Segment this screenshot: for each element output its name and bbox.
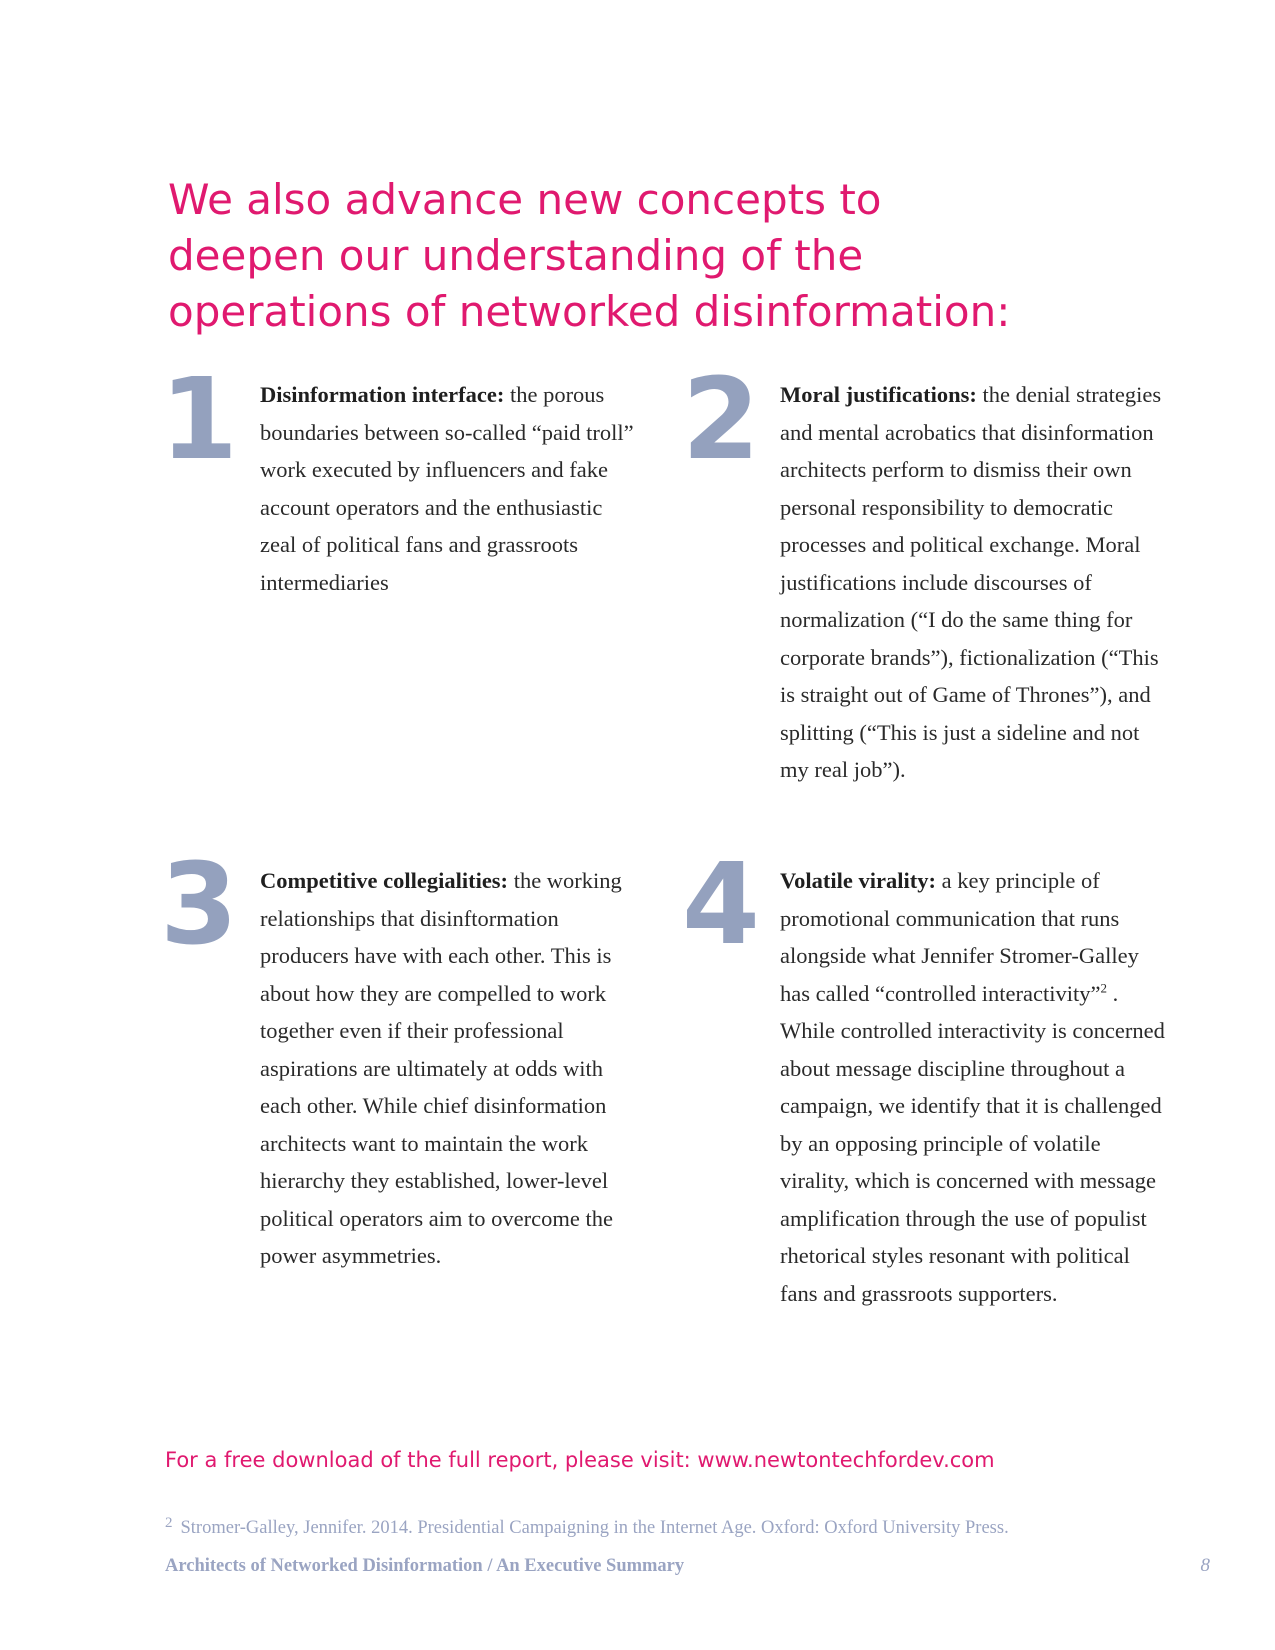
concept-body-3: the working relationships that disinftormation producers have with each other. This is about how they are compelled to work together even if their professional aspirations are ultimately at odds with each other. While chief disinformation architects want to maintain the work hierarchy they established, lower-level political operators aim to overcome the power asymmetries.: [260, 868, 622, 1268]
heading-line-1: We also advance new concepts to: [168, 175, 882, 224]
concept-text-2: [780, 376, 1165, 789]
concept-body-2: the denial strategies and mental acrobatics that disinformation architects perform to dismiss their own personal responsibility to democratic processes and political exchange. Moral justifications include discourses of normalization (“I do the same thing for corporate brands”), fictionalization (“This is straight out of Game of Thrones”), and splitting (“This is just a sideline and not my real job”).: [780, 382, 1162, 782]
page-number: 8: [1200, 1555, 1210, 1576]
concept-text-3: [260, 862, 640, 1275]
heading-line-2: deepen our understanding of the: [168, 231, 864, 280]
concept-number-1: 1: [160, 355, 234, 485]
footnote-mark: 2: [165, 1515, 173, 1531]
concept-term-2: Moral justifications:: [780, 382, 977, 407]
concept-term-1: Disinformation interface:: [260, 382, 505, 407]
concept-body-1: the porous boundaries between so-called “paid troll” work executed by influencers and fake account operators and the enthusiastic zeal of political fans and grassroots intermediaries: [260, 382, 634, 595]
concept-number-4: 4: [682, 840, 756, 970]
concept-text-1: [260, 376, 640, 601]
concept-body-4b: . While controlled interactivity is concerned about message discipline throughout a campaign, we identify that it is challenged by an opposing principle of volatile virality, which is concerned with message amplification through the use of populist rhetorical styles resonant with political fans and grassroots supporters.: [780, 980, 1165, 1306]
heading-line-3: operations of networked disinformation:: [168, 287, 1011, 336]
download-callout: For a free download of the full report, please visit: www.newtontechfordev.com: [165, 1448, 995, 1472]
footnote: [165, 1515, 1165, 1539]
concept-text-4: [780, 862, 1165, 1312]
concept-term-4: Volatile virality:: [780, 868, 937, 893]
footnote-text: Stromer-Galley, Jennifer. 2014. Presidential Campaigning in the Internet Age. Oxford: Oxford University Press.: [180, 1518, 1009, 1538]
footnote-reference: 2: [1100, 980, 1107, 995]
concept-term-3: Competitive collegialities:: [260, 868, 509, 893]
concept-number-2: 2: [682, 355, 756, 485]
concept-body-4a: a key principle of promotional communication that runs alongside what Jennifer Stromer-Galley has called “controlled interactivity”: [780, 868, 1139, 1006]
concept-number-3: 3: [160, 840, 234, 970]
page-heading: [168, 172, 1128, 340]
footer-title: Architects of Networked Disinformation / An Executive Summary: [165, 1556, 685, 1576]
